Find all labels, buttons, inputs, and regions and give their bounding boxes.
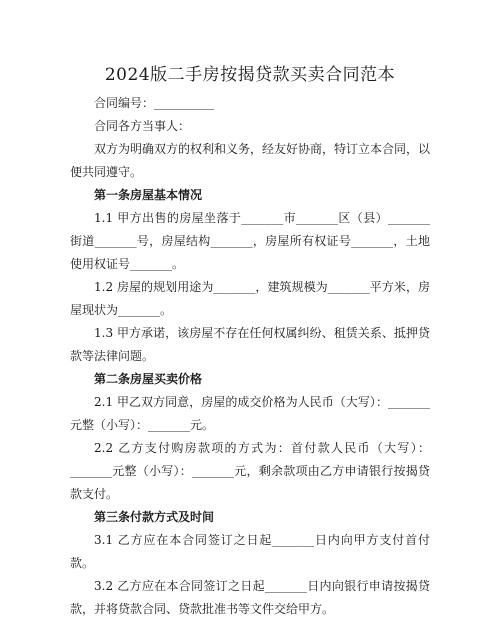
article-3-clause-1: 3.1 乙方应在本合同签订之日起_______日内向甲方支付首付款。: [70, 533, 430, 570]
article-1-heading: 第一条房屋基本情况: [94, 188, 203, 202]
article-3-clause-2: 3.2 乙方应在本合同签订之日起_______日内向银行申请按揭贷款，并将贷款合同、贷款批准书等文件交给甲方。: [70, 579, 430, 616]
article-1-clause-1: 1.1 甲方出售的房屋坐落于_______市_______区（县）_______街道_______号，房屋结构_______，房屋所有权证号_______，土地使用权证号_______。: [70, 211, 430, 271]
article-3-heading: 第三条付款方式及时间: [94, 510, 215, 524]
article-1-clause-3: 1.3 甲方承诺，该房屋不存在任何权属纠纷、租赁关系、抵押贷款等法律问题。: [70, 326, 430, 363]
article-2-heading: 第二条房屋买卖价格: [94, 372, 203, 386]
document-title: 2024版二手房按揭贷款买卖合同范本: [104, 65, 396, 85]
intro-paragraph: 双方为明确双方的权利和义务，经友好协商，特订立本合同，以便共同遵守。: [70, 142, 431, 179]
article-1-clause-2: 1.2 房屋的规划用途为_______，建筑规模为_______平方米，房屋现状为_______。: [70, 280, 430, 317]
parties-line: 合同各方当事人：: [94, 119, 191, 133]
article-2-clause-1: 2.1 甲乙双方同意，房屋的成交价格为人民币（大写）：_______元整（小写）：_______元。: [70, 395, 430, 432]
contract-number-line: 合同编号：__________: [94, 96, 215, 110]
document-body: [70, 92, 430, 621]
article-2-clause-2: 2.2 乙方支付购房款项的方式为：首付款人民币（大写）：_______元整（小写）：_______元，剩余款项由乙方申请银行按揭贷款支付。: [70, 441, 430, 501]
